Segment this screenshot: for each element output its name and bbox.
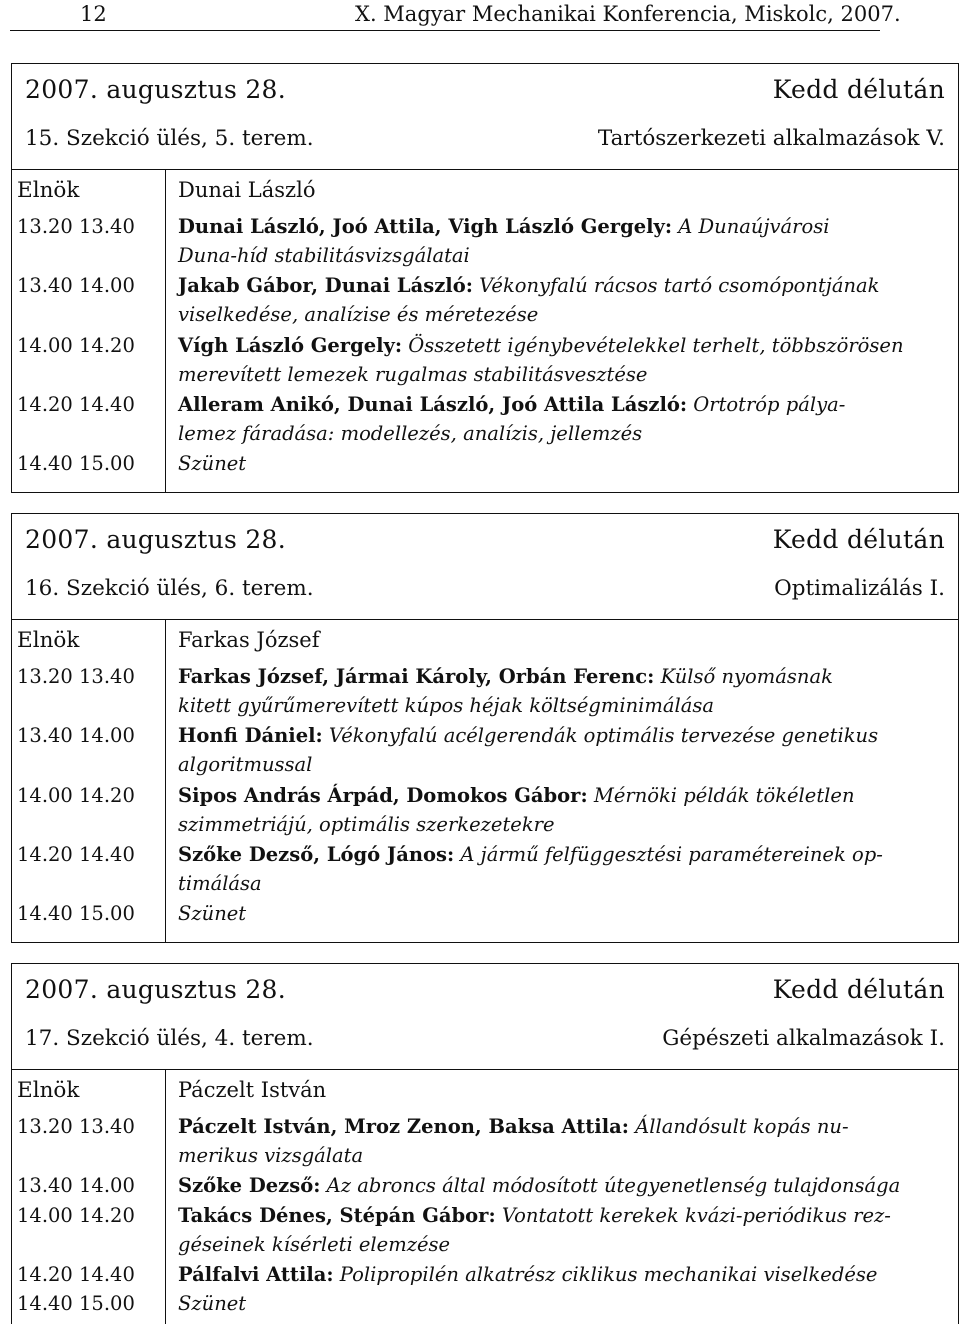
talk-time: 14.20 14.40	[17, 843, 135, 866]
chair-label: Elnök	[17, 178, 80, 203]
talk-time: 14.20 14.40	[17, 1263, 135, 1286]
session-bottom-rule	[11, 492, 959, 493]
time-column-divider	[165, 169, 166, 493]
talk-time: 14.00 14.20	[17, 334, 135, 357]
session-title: 17. Szekció ülés, 4. terem.	[25, 1026, 314, 1051]
chair-name: Farkas József	[178, 628, 320, 652]
talk-title: Vontatott kerekek kvázi-periódikus rez-	[501, 1204, 891, 1227]
talk-title-cont: Duna-híd stabilitásvizsgálatai	[178, 244, 470, 267]
talk-time: 13.20 13.40	[17, 1115, 135, 1138]
talk-authors: Honfi Dániel:	[178, 724, 323, 747]
session-date: 2007. augusztus 28.	[25, 525, 287, 554]
talk-title-cont: kitett gyűrűmerevített kúpos héjak költségminimálása	[178, 694, 715, 717]
talk-time: 14.40 15.00	[17, 452, 135, 475]
talk-title: Állandósult kopás nu-	[635, 1115, 849, 1138]
talk-title: Az abroncs által módosított útegyenetlenség tulajdonsága	[326, 1174, 901, 1197]
talk-authors: Dunai László, Joó Attila, Vigh László Gergely:	[178, 215, 673, 238]
page-number: 12	[80, 2, 107, 26]
talk-title: Külső nyomásnak	[660, 665, 833, 688]
talk-title-cont: lemez fáradása: modellezés, analízis, jellemzés	[178, 422, 643, 445]
talk-time: 14.00 14.20	[17, 784, 135, 807]
talk-time: 14.40 15.00	[17, 902, 135, 925]
talk-title: Vékonyfalú rácsos tartó csomópontjának	[479, 274, 880, 297]
talk-title: Összetett igénybevételekkel terhelt, többszörösen	[408, 334, 904, 357]
talk-time: 14.00 14.20	[17, 1204, 135, 1227]
session-daypart: Kedd délután	[772, 75, 945, 104]
talk-authors: Farkas József, Jármai Károly, Orbán Ferenc:	[178, 665, 655, 688]
talk-title-cont: timálása	[178, 872, 262, 895]
talk-title-cont: merevített lemezek rugalmas stabilitásvesztése	[178, 363, 648, 386]
talk-title-cont: merikus vizsgálata	[178, 1144, 364, 1167]
talk-title-cont: viselkedése, analízise és méretezése	[178, 303, 539, 326]
break-label: Szünet	[178, 452, 247, 475]
session-topic: Tartószerkezeti alkalmazások V.	[597, 126, 945, 151]
session-date: 2007. augusztus 28.	[25, 975, 287, 1004]
talk-authors: Sipos András Árpád, Domokos Gábor:	[178, 784, 588, 807]
talk-title: Polipropilén alkatrész ciklikus mechanikai viselkedése	[339, 1263, 878, 1286]
running-header	[10, 0, 901, 32]
talk-authors: Alleram Anikó, Dunai László, Joó Attila László:	[178, 393, 688, 416]
talk-title: Vékonyfalú acélgerendák optimális tervezése genetikus	[328, 724, 879, 747]
session-block-15	[11, 63, 959, 493]
talk-time: 13.40 14.00	[17, 1174, 135, 1197]
talk-time: 13.20 13.40	[17, 215, 135, 238]
talk-title: Mérnöki példák tökéletlen	[593, 784, 855, 807]
session-block-17	[11, 963, 959, 1324]
talk-authors: Szőke Dezső, Lógó János:	[178, 843, 455, 866]
session-header-rule	[11, 1069, 959, 1070]
session-topic: Gépészeti alkalmazások I.	[662, 1026, 945, 1051]
break-label: Szünet	[178, 902, 247, 925]
time-column-divider	[165, 1069, 166, 1324]
time-column-divider	[165, 619, 166, 943]
talk-authors: Jakab Gábor, Dunai László:	[178, 274, 473, 297]
talk-authors: Szőke Dezső:	[178, 1174, 321, 1197]
running-title: X. Magyar Mechanikai Konferencia, Miskolc, 2007.	[355, 2, 901, 26]
talk-time: 13.20 13.40	[17, 665, 135, 688]
talk-title-cont: algoritmussal	[178, 753, 313, 776]
session-topic: Optimalizálás I.	[774, 576, 945, 601]
chair-label: Elnök	[17, 1078, 80, 1103]
talk-time: 14.40 15.00	[17, 1292, 135, 1315]
talk-authors: Pálfalvi Attila:	[178, 1263, 334, 1286]
session-block-16	[11, 513, 959, 943]
talk-title: A Dunaújvárosi	[678, 215, 830, 238]
session-bottom-rule	[11, 942, 959, 943]
talk-title: A jármű felfüggesztési paramétereinek op-	[460, 843, 883, 866]
break-label: Szünet	[178, 1292, 247, 1315]
chair-name: Dunai László	[178, 178, 316, 202]
chair-name: Páczelt István	[178, 1078, 327, 1102]
talk-authors: Takács Dénes, Stépán Gábor:	[178, 1204, 496, 1227]
header-rule	[10, 30, 880, 31]
session-date: 2007. augusztus 28.	[25, 75, 287, 104]
talk-time: 14.20 14.40	[17, 393, 135, 416]
session-daypart: Kedd délután	[772, 525, 945, 554]
talk-time: 13.40 14.00	[17, 274, 135, 297]
session-title: 16. Szekció ülés, 6. terem.	[25, 576, 314, 601]
talk-authors: Páczelt István, Mroz Zenon, Baksa Attila:	[178, 1115, 629, 1138]
talk-time: 13.40 14.00	[17, 724, 135, 747]
talk-title: Ortotróp pálya-	[693, 393, 846, 416]
session-header-rule	[11, 169, 959, 170]
chair-label: Elnök	[17, 628, 80, 653]
talk-title-cont: géseinek kísérleti elemzése	[178, 1233, 451, 1256]
session-daypart: Kedd délután	[772, 975, 945, 1004]
talk-title-cont: szimmetriájú, optimális szerkezetekre	[178, 813, 555, 836]
session-title: 15. Szekció ülés, 5. terem.	[25, 126, 314, 151]
talk-authors: Vígh László Gergely:	[178, 334, 403, 357]
session-header-rule	[11, 619, 959, 620]
